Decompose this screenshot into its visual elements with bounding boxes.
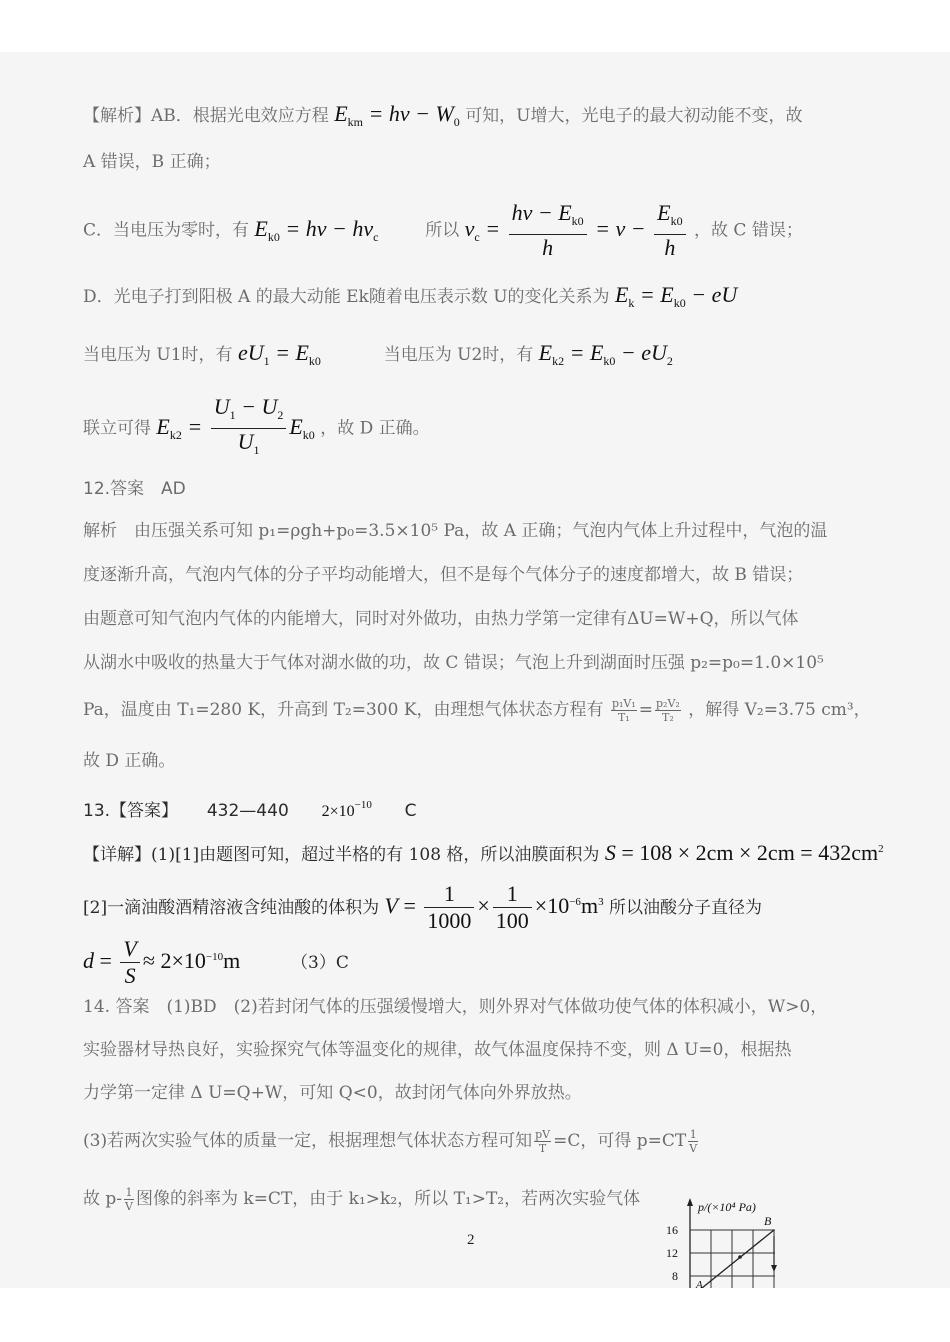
q12-line-1: 解析 由压强关系可知 p₁=ρgh+p₀=3.5×10⁵ Pa，故 A 正确；气泡内气体上升过程中，气泡的温 [83,521,828,541]
text: [2]一滴油酸酒精溶液含纯油酸的体积为 [83,898,380,918]
formula-one-over-v: $\frac{1}{V}$ [689,1128,698,1155]
text: 图像的斜率为 k=CT，由于 k₁>k₂，所以 T₁>T₂，若两次实验气体 [135,1189,641,1209]
q12-answer: 12.答案 AD [83,479,186,499]
point-b-label: B [764,1214,772,1228]
q14-line-1: 14. 答案 (1)BD (2)若封闭气体的压强缓慢增大，则外界对气体做功使气体的体积减小，W>0， [83,997,828,1017]
formula-ek2: $E_{k2} = E_{k0} - eU_2$ [538,340,673,368]
text: 当电压为 U2时，有 [383,345,534,365]
text: （3）C [291,953,349,973]
q11-line-3 [83,200,803,264]
text: ，故 D 正确。 [320,418,430,439]
text: 可知，U增大，光电子的最大初动能不变，故 [465,106,803,126]
text: 【详解】(1)[1]由题图可知，超过半格的有 108 格，所以油膜面积为 [83,845,600,865]
q12-line-2: 度逐渐升高，气泡内气体的分子平均动能增大，但不是每个气体分子的速度都增大，故 B 错误； [83,565,804,585]
formula-nuc: $\nu_c$ = $\frac{h\nu - E_{k0}}{h}$ = ν − $\frac{E_{k0}}{h}$ [465,216,689,241]
formula-one-over-v-2: $\frac{1}{V}$ [125,1186,133,1213]
formula-diameter-value: = $\frac{V}{S}$ ≈ $2\times 10^{-10}m$ [94,936,241,989]
formula-area-value: = $108 \times 2cm \times 2cm = 432cm^2$ [615,840,884,865]
q11-line-2: A 错误，B 正确； [83,152,221,172]
page-number: 2 [467,1232,475,1248]
arrow-on-line [738,1255,742,1259]
q14-line-3: 力学第一定律 Δ U=Q+W，可知 Q<0，故封闭气体向外界放热。 [83,1083,582,1103]
point-a-label: A [696,1279,703,1288]
q14-line-5 [83,1186,640,1213]
text: D．光电子打到阳极 A 的最大动能 Ek随着电压表示数 U的变化关系为 [83,287,610,307]
q11-line-5 [83,342,673,372]
formula-diameter-answer: $2\times 10^{-10}$ [321,799,372,820]
formula-diameter: d [83,948,94,973]
text: 当电压为 U1时，有 [83,345,233,365]
q13-line-1 [83,838,884,866]
q13-line-2 [83,874,762,936]
formula-ek: $E_k = E_{k0}$ − eU [614,282,738,310]
q13-line-3 [83,930,349,990]
formula-volume: V [384,893,398,918]
text: 【解析】AB．根据光电效应方程 [83,106,329,126]
text: (3)若两次实验气体的质量一定，根据理想气体状态方程可知 [83,1131,533,1151]
graph-ylabel: p/(×10⁴ Pa) [698,1200,756,1214]
q12-line-3: 由题意可知气泡内气体的内能增大，同时对外做功，由热力学第一定律有ΔU=W+Q，所以气体 [83,609,799,629]
q11-line-4 [83,284,737,314]
formula-gas-2: $\frac{\text{p₂V₂}}{\text{T₂}}$ [656,697,680,724]
tick-label: 12 [666,1246,678,1260]
text: 联立可得 [83,418,151,439]
p-v-graph [660,1196,780,1288]
q14-line-2: 实验器材导热良好，实验探究气体等温变化的规律，故气体温度保持不变，则 Δ U=0，根据热 [83,1040,792,1060]
q12-line-6: 故 D 正确。 [83,751,176,771]
q14-line-4 [83,1128,700,1155]
tick-label: 8 [672,1269,678,1283]
text: C [404,801,417,821]
formula-combined: $E_{k2}$ = $\frac{U_1 - U_2}{U_1}$ $E_{k0}$ [156,394,315,457]
text: 所以 [425,220,460,241]
formula-area: S [604,840,616,865]
q13-answer [83,794,417,823]
q11-line-1 [83,103,803,133]
tick-label: 16 [666,1223,678,1237]
text: ，解得 V₂=3.75 cm³， [688,700,871,720]
text: 故 p- [83,1189,123,1209]
formula-photoelectric: $E_{km} = h\nu - W_0$ [334,101,460,129]
formula-volume-value: = $\frac{1}{1000}$ × $\frac{1}{100}$ $\times 10^{-6}m^3$ [397,881,604,934]
text: C．当电压为零时，有 [83,220,250,241]
bottom-margin [0,1288,950,1342]
top-margin [0,0,950,52]
text: ，故 C 错误； [694,220,803,241]
graph-svg [660,1196,780,1288]
formula-gas-1: $\frac{\text{p₁V₁}}{\text{T₁}}$ [611,697,636,724]
q11-line-6 [83,394,430,463]
text: 所以油酸分子直径为 [608,898,762,918]
text: Pa，温度由 T₁=280 K，升高到 T₂=300 K，由理想气体状态方程有 [83,700,604,720]
text: 432—440 [206,801,289,821]
arrow-down-head [771,1265,777,1272]
q12-line-5: Pa，温度由 T₁=280 K，升高到 T₂=300 K，由理想气体状态方程有 $\frac{\text{p₁V₁}}{\text{T₁}}$ = $\frac{\text{p₂V₂}}{\text{T₂}}$ ，解得 V₂=3.75 cm³， [83,697,871,724]
formula-eu1: $eU_1 = E_{k0}$ [237,340,321,368]
line-a-b [702,1230,774,1288]
q12-line-4: 从湖水中吸收的热量大于气体对湖水做的功，故 C 错误；气泡上升到湖面时压强 p₂=p₀=1.0×10⁵ [83,653,824,673]
formula-pv-t: $\frac{pV}{T}$ [535,1128,551,1155]
y-axis-arrow [687,1198,693,1206]
formula-ek0: $E_{k0} = h\nu - h\nu_c$ [254,215,379,244]
text: 13.【答案】 [83,801,179,821]
text: =C，可得 p=CT [553,1131,687,1151]
